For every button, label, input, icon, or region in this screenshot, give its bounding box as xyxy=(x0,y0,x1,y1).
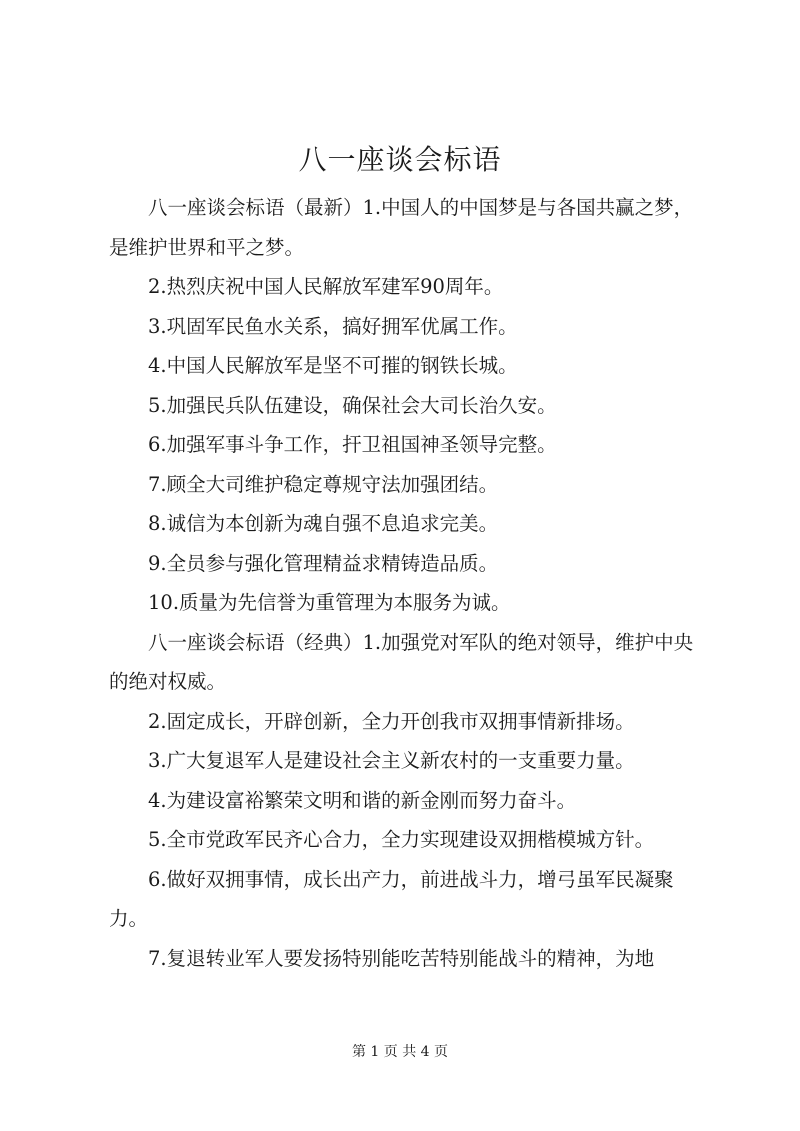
paragraph-3: 3.巩固军民鱼水关系，搞好拥军优属工作。 xyxy=(148,314,518,338)
paragraph-6: 6.加强军事斗争工作，扞卫祖国神圣领导完整。 xyxy=(148,433,557,456)
paragraph-5: 5.加强民兵队伍建设，确保社会大司长治久安。 xyxy=(148,393,557,417)
document-body xyxy=(109,188,709,978)
paragraph-1: 八一座谈会标语（最新）1.中国人的中国梦是与各国共赢之梦，是维护世界和平之梦。 xyxy=(109,196,694,259)
paragraph-4: 4.中国人民解放军是坚不可摧的钢铁长城。 xyxy=(148,354,518,377)
paragraph-7: 7.顾全大司维护稳定尊规守法加强团结。 xyxy=(148,472,499,496)
paragraph-12: 2.固定成长，开辟创新，全力开创我市双拥事情新排场。 xyxy=(148,709,635,733)
paragraph-9: 9.全员参与强化管理精益求精铸造品质。 xyxy=(148,551,499,575)
paragraph-2: 2.热烈庆祝中国人民解放军建军90周年。 xyxy=(148,275,504,298)
paragraph-17: 7.复退转业军人要发扬特别能吃苦特别能战斗的精神，为地 xyxy=(148,946,655,970)
paragraph-8: 8.诚信为本创新为魂自强不息追求完美。 xyxy=(148,512,499,535)
paragraph-13: 3.广大复退军人是建设社会主义新农村的一支重要力量。 xyxy=(148,749,635,772)
paragraph-10: 10.质量为先信誉为重管理为本服务为诚。 xyxy=(148,591,511,614)
paragraph-14: 4.为建设富裕繁荣文明和谐的新金刚而努力奋斗。 xyxy=(148,788,577,812)
paragraph-16: 6.做好双拥事情，成长出产力，前进战斗力，增弓虽军民凝聚力。 xyxy=(109,867,674,930)
page-footer: 第 1 页 共 4 页 xyxy=(351,1044,449,1060)
document-title: 八一座谈会标语 xyxy=(298,143,502,176)
paragraph-15: 5.全市党政军民齐心合力，全力实现建设双拥楷模城方针。 xyxy=(148,828,655,851)
paragraph-11: 八一座谈会标语（经典）1.加强党对军队的绝对领导，维护中央的绝对权威。 xyxy=(109,630,694,693)
